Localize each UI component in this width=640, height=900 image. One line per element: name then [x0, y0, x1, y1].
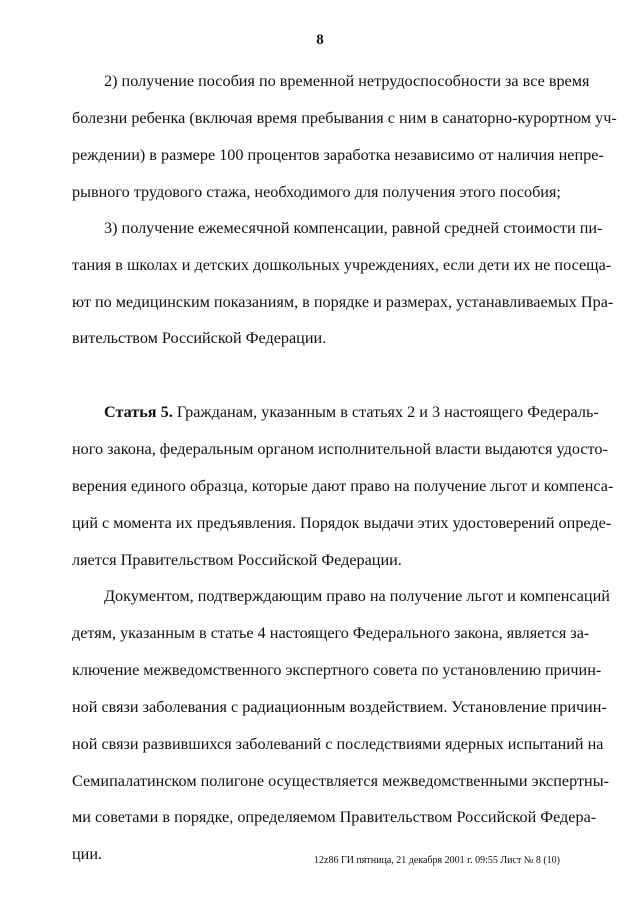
text-line: рывного трудового стажа, необходимого для получения этого пособия; — [72, 183, 561, 201]
article-label: Статья 5. — [104, 403, 173, 421]
text-line: Документом, подтверждающим право на получение льгот и компенсаций — [104, 587, 610, 605]
text-line: вительством Российской Федерации. — [72, 329, 327, 347]
text-line: 3) получение ежемесячной компенсации, равной средней стоимости пи- — [104, 219, 603, 237]
text-line: 2) получение пособия по временной нетрудоспособности за все время — [104, 72, 590, 90]
text-line: ций с момента их предъявления. Порядок выдачи этих удостоверений опреде- — [72, 514, 612, 532]
text-line: Семипалатинском полигоне осуществляется межведомственными экспертны- — [72, 772, 609, 790]
article-text: Гражданам, указанным в статьях 2 и 3 настоящего Федераль- — [176, 403, 599, 421]
text-line: детям, указанным в статье 4 настоящего Федерального закона, является за- — [72, 624, 590, 642]
text-line — [104, 402, 599, 422]
text-line: ной связи развившихся заболеваний с последствиями ядерных испытаний на — [72, 735, 604, 753]
text-line: ции. — [72, 845, 103, 863]
text-line: ют по медицинским показаниям, в порядке и размерах, устанавливаемых Пра- — [72, 293, 614, 311]
text-line: ного закона, федеральным органом исполнительной власти выдаются удосто- — [72, 440, 608, 458]
text-line: ляется Правительством Российской Федерации. — [72, 551, 402, 569]
text-line: ной связи заболевания с радиационным воздействием. Установление причин- — [72, 698, 607, 716]
text-line: ключение межведомственного экспертного совета по установлению причин- — [72, 661, 602, 679]
text-line: тания в школах и детских дошкольных учреждениях, если дети их не посеща- — [72, 256, 612, 274]
text-line: верения единого образца, которые дают право на получение льгот и компенса- — [72, 477, 614, 495]
text-line: реждении) в размере 100 процентов заработка независимо от наличия непре- — [72, 146, 604, 164]
footer-stamp: 12z86 ГИ пятница, 21 декабря 2001 г. 09:55 Лист № 8 (10) — [314, 855, 561, 866]
page-number: 8 — [316, 32, 324, 48]
text-line: ми советами в порядке, определяемом Правительством Российской Федера- — [72, 808, 597, 826]
text-line: болезни ребенка (включая время пребывания с ним в санаторно-курортном уч- — [72, 109, 617, 127]
